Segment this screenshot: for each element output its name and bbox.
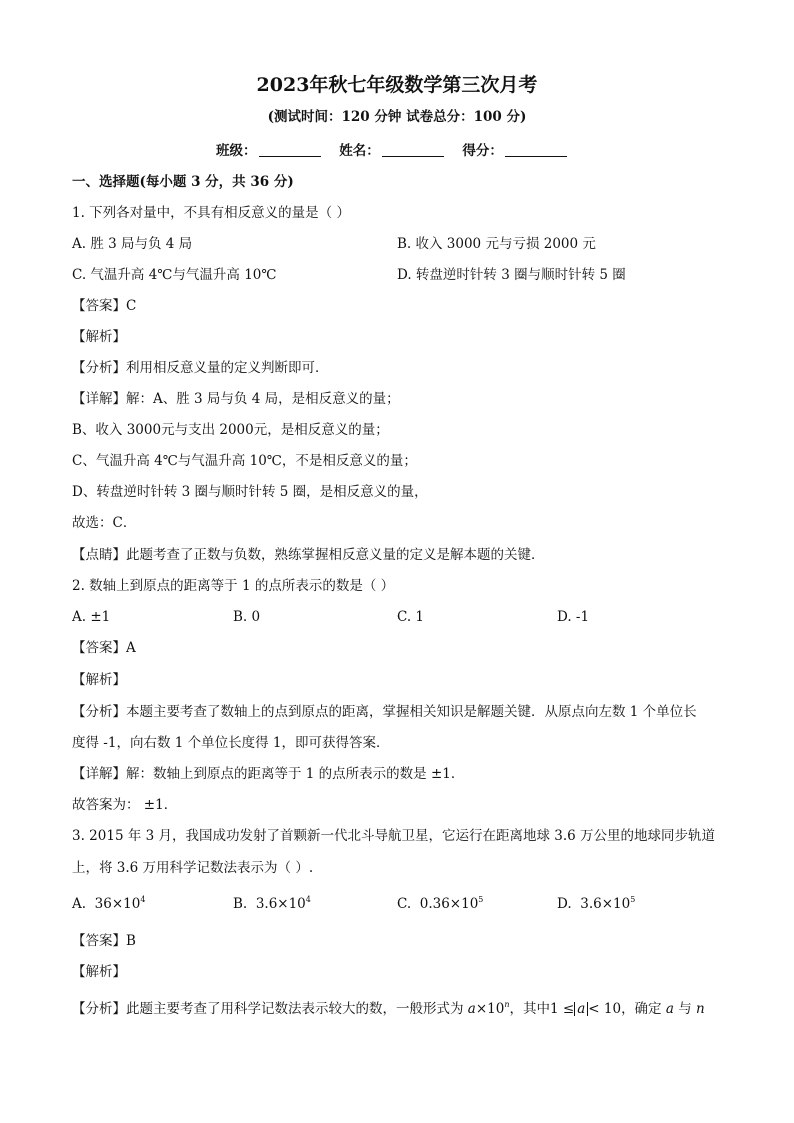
- q2-option-c: C. 1: [397, 609, 425, 625]
- q3-stem-line1: 3. 2015 年 3 月，我国成功发射了首颗新一代北斗导航卫星，它运行在距离地球 3.6 万公里的地球同步轨道: [72, 828, 716, 844]
- name-blank: [382, 144, 444, 157]
- q3-option-c: [397, 895, 483, 915]
- q3-option-b-label: B.: [233, 896, 248, 912]
- q3-option-d: [557, 895, 635, 915]
- q1-option-c: C. 气温升高 4℃与气温升高 10℃: [72, 267, 277, 283]
- q1-option-b: B. 收入 3000 元与亏损 2000 元: [397, 236, 596, 252]
- page-title: 2023年秋七年级数学第三次月考: [256, 74, 538, 96]
- q1-stem: 1. 下列各对量中，不具有相反意义的量是（ ）: [72, 205, 350, 221]
- range-left: 1 ≤: [550, 1001, 575, 1017]
- exam-subtitle: (测试时间：120 分钟 试卷总分：100 分): [267, 109, 527, 125]
- q1-detail-d: D、转盘逆时针转 3 圈与顺时针转 5 圈，是相反意义的量，: [72, 484, 428, 500]
- q3-option-c-label: C.: [397, 896, 412, 912]
- q2-stem: 2. 数轴上到原点的距离等于 1 的点所表示的数是（ ）: [72, 578, 395, 594]
- name-label: 姓名：: [339, 143, 380, 159]
- q1-answer: 【答案】C: [72, 298, 137, 314]
- var-n: n: [696, 1001, 705, 1017]
- q2-analysis-line1: 【分析】本题主要考查了数轴上的点到原点的距离，掌握相关知识是解题关键．从原点向左数 1 个单位长: [72, 704, 697, 720]
- q3-option-d-label: D.: [557, 896, 572, 912]
- abs-a: [574, 1002, 588, 1016]
- q3-analysis-c: ，确定: [621, 1001, 662, 1017]
- score-label: 得分：: [462, 143, 503, 159]
- q3-option-a-label: A.: [72, 896, 87, 912]
- section-heading: 一、选择题(每小题 3 分，共 36 分): [72, 174, 294, 190]
- q1-detail-b: B、收入 3000元与支出 2000元，是相反意义的量；: [72, 422, 389, 438]
- q2-analysis-line2: 度得 -1，向右数 1 个单位长度得 1，即可获得答案．: [72, 735, 390, 751]
- q3-option-a-base: 36×10: [94, 896, 141, 912]
- var-a: a: [467, 1001, 476, 1017]
- q1-analysis-tag: 【解析】: [72, 329, 126, 345]
- q3-analysis-a: 【分析】此题主要考查了用科学记数法表示较大的数，一般形式为: [72, 1001, 464, 1017]
- q2-detail: 【详解】解：数轴上到原点的距离等于 1 的点所表示的数是 ±1．: [72, 766, 465, 782]
- q3-option-c-exp: 5: [478, 895, 484, 904]
- q3-analysis-b: ，其中: [509, 1001, 551, 1017]
- q3-analysis-d: 与: [678, 1001, 692, 1017]
- q2-answer: 【答案】A: [72, 640, 136, 656]
- q1-detail-c: C、气温升高 4℃与气温升高 10℃，不是相反意义的量；: [72, 453, 417, 469]
- q3-analysis-tag: 【解析】: [72, 964, 126, 980]
- q1-comment: 【点睛】此题考查了正数与负数，熟练掌握相反意义量的定义是解本题的关键．: [72, 547, 545, 563]
- q2-option-a: A. ±1: [72, 609, 111, 625]
- q3-stem-line2: 上，将 3.6 万用科学记数法表示为（ ）.: [72, 860, 314, 876]
- q1-option-d: D. 转盘逆时针转 3 圈与顺时针转 5 圈: [397, 267, 626, 283]
- q1-choose: 故选：C．: [72, 515, 137, 531]
- q3-option-a-exp: 4: [140, 895, 146, 904]
- var-a-2: a: [665, 1001, 674, 1017]
- q3-option-c-base: 0.36×10: [419, 896, 479, 912]
- class-label: 班级：: [216, 143, 257, 159]
- var-n-exp: n: [504, 1000, 510, 1009]
- q1-analysis: 【分析】利用相反意义量的定义判断即可．: [72, 360, 329, 376]
- score-blank: [505, 144, 567, 157]
- q2-analysis-tag: 【解析】: [72, 672, 126, 688]
- q3-option-a: [72, 895, 145, 915]
- q2-option-d: D. -1: [557, 609, 590, 625]
- range-right: < 10: [588, 1001, 622, 1017]
- q3-option-d-base: 3.6×10: [580, 896, 631, 912]
- student-info-row: [216, 142, 581, 160]
- q2-final: 故答案为： ±1．: [72, 797, 178, 813]
- q3-answer: 【答案】B: [72, 933, 136, 949]
- q3-option-d-exp: 5: [630, 895, 636, 904]
- q3-option-b: [233, 895, 311, 915]
- q3-analysis-line: [72, 1000, 705, 1020]
- q1-option-a: A. 胜 3 局与负 4 局: [72, 236, 193, 252]
- class-blank: [259, 144, 321, 157]
- q1-detail: 【详解】解：A、胜 3 局与负 4 局，是相反意义的量；: [72, 391, 400, 407]
- abs-a-var: a: [577, 1001, 586, 1017]
- q3-option-b-base: 3.6×10: [255, 896, 306, 912]
- q3-option-b-exp: 4: [305, 895, 311, 904]
- q2-option-b: B. 0: [233, 609, 261, 625]
- times-ten: ×10: [475, 1001, 505, 1017]
